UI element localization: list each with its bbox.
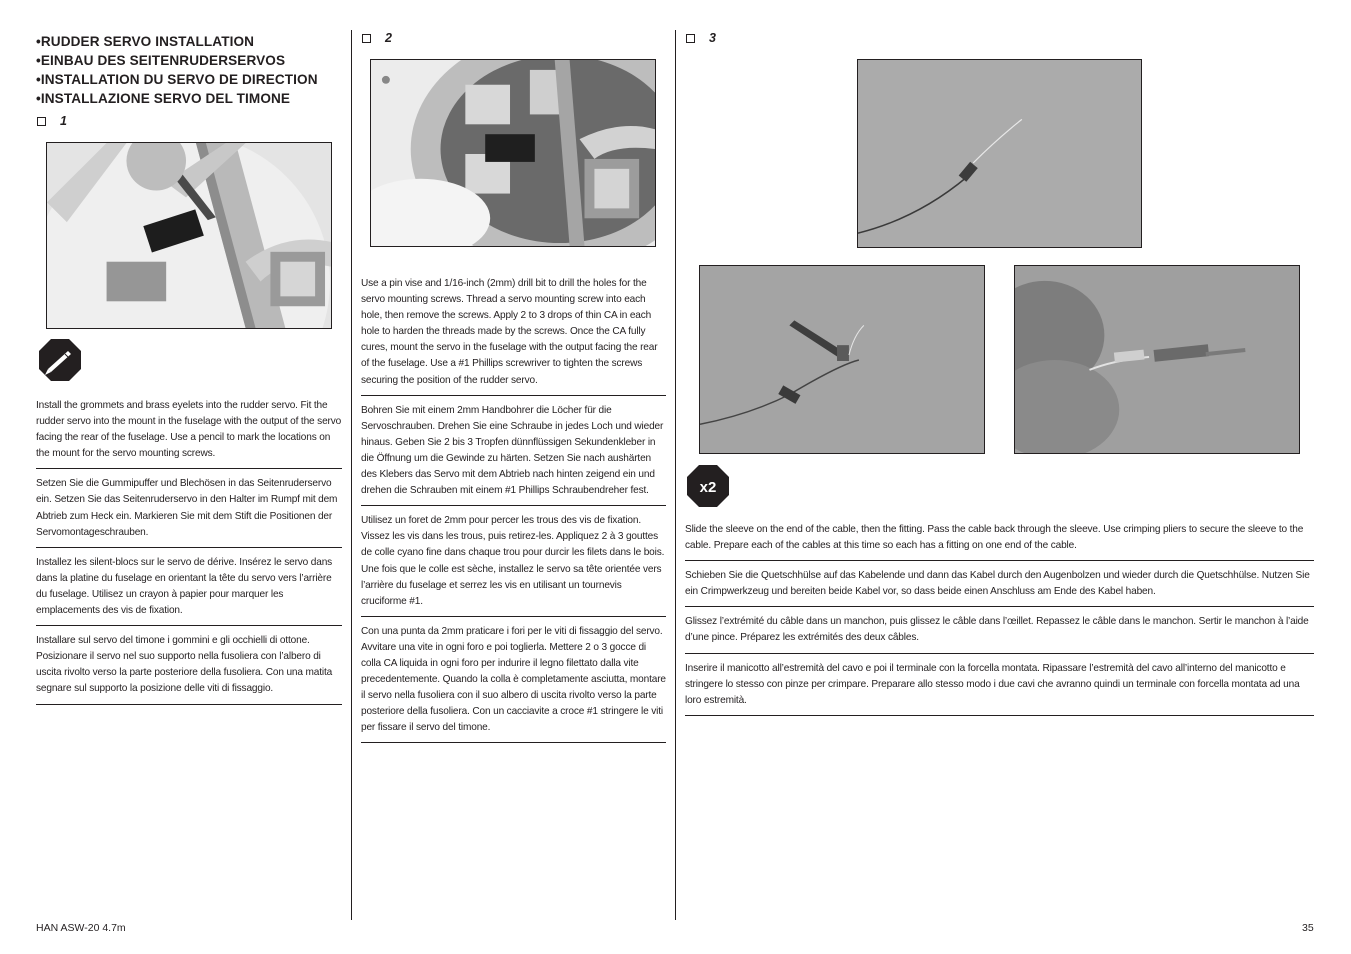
step-number: 2 [385, 31, 392, 45]
step-1-marker [37, 114, 67, 128]
heading-fr: •INSTALLATION DU SERVO DE DIRECTION [36, 72, 318, 87]
instructions-fr: Installez les silent-blocs sur le servo de dérive. Insérez le servo dans dans la platine du fuselage en orientant la tête du servo vers l’arrière du fuselage. Utilisez un crayon à papier pour marquer les emplacements des vis de fixation. [36, 555, 342, 626]
checkbox-icon[interactable] [37, 117, 46, 126]
column-divider-1 [351, 30, 352, 920]
instructions-en: Install the grommets and brass eyelets into the rudder servo. Fit the rudder servo into the mount in the fuselage with the output of the servo facing the rear of the fuselage. Use a pencil to mark the locations on the mount for the servo mounting screws. [36, 398, 342, 469]
column-divider-2 [675, 30, 676, 920]
checkbox-icon[interactable] [686, 34, 695, 43]
instructions-it: Installare sul servo del timone i gommini e gli occhielli di ottone. Posizionare il servo nel suo supporto nella fusoliera con l’albero di uscita rivolto verso la parte posteriore della fusoliera. Con una matita segnare sul supporto la posizione delle viti di fissaggio. [36, 633, 342, 704]
heading-en: •RUDDER SERVO INSTALLATION [36, 34, 255, 49]
instructions-en: Slide the sleeve on the end of the cable, then the fitting. Pass the cable back through the sleeve. Use crimping pliers to secure the sleeve to the cable. Prepare each of the cables at this time so each has a fitting on one end of the cable. [685, 522, 1314, 561]
photo-crimped-cable [1014, 265, 1300, 454]
instructions-fr: Utilisez un foret de 2mm pour percer les trous des vis de fixation. Vissez les vis dans les trous, puis retirez-les. Appliquez 2 à 3 gouttes de colle cyano fine dans chaque trou pour durcir les filets dans le bois. Une fois que le colle est sèche, installez le servo sa tête orientée vers l’arrière du fuselage et serrez les vis en utilisant un tournevis cruciforme #1. [361, 513, 666, 617]
instructions-fr: Glissez l’extrémité du câble dans un manchon, puis glissez le câble dans l’œillet. Repassez le câble dans le manchon. Sertir le manchon à l’aide d’une pince. Préparez les extrémités des deux câbles. [685, 614, 1314, 653]
x2-badge [686, 464, 730, 508]
step-3-marker [686, 31, 716, 45]
instructions-en: Use a pin vise and 1/16-inch (2mm) drill bit to drill the holes for the servo mounting screws. Thread a servo mounting screw into each hole, then remove the screws. Apply 2 to 3 drops of thin CA in each hole to harden the threads made by the screws. Once the CA fully cures, mount the servo in the fuselage with the output facing the rear of the fuselage. Use a #1 Phillips screwriver to tighten the screws securing the position of the rudder servo. [361, 276, 666, 396]
instructions-de: Schieben Sie die Quetschhülse auf das Kabelende und dann das Kabel durch den Augenbolzen und wieder durch die Quetschhülse. Nutzen Sie ein Crimpwerkzeug und bereiten beide Kabel vor, so dass beide einen Anschluss am Ende des Kabel haben. [685, 568, 1314, 607]
step-2-instructions [361, 276, 666, 750]
photo-servo-pencil [46, 142, 332, 329]
instructions-it: Con una punta da 2mm praticare i fori per le viti di fissaggio del servo. Avvitare una vite in ogni foro e poi toglierla. Mettere 2 o 3 gocce di colla CA liquida in ogni foro per indurire il legno filettato dalla vite precedentemente. Quando la colla è completamente asciutta, montare il servo nella fusoliera con il suo albero di uscita rivolto verso la parte posteriore della fusoliera. Con un cacciavite a croce #1 stringere le viti per fissare il servo del timone. [361, 624, 666, 744]
step-3-instructions [685, 522, 1314, 723]
x2-label: x2 [699, 479, 717, 496]
photo-cable-fitting [699, 265, 985, 454]
photo-servo-mounted [370, 59, 656, 247]
step-2-marker [362, 31, 392, 45]
manual-title: HAN ASW-20 4.7m [36, 922, 126, 934]
section-headings [36, 32, 318, 108]
step-number: 1 [60, 114, 67, 128]
page-number: 35 [1302, 922, 1314, 934]
instructions-de: Setzen Sie die Gummipuffer und Blechösen in das Seitenruderservo ein. Setzen Sie das Seitenruderservo in den Halter im Rumpf mit dem Abtrieb zum Heck ein. Markieren Sie mit dem Stift die Positionen der Servomontageschrauben. [36, 476, 342, 547]
heading-de: •EINBAU DES SEITENRUDERSERVOS [36, 53, 286, 68]
instructions-de: Bohren Sie mit einem 2mm Handbohrer die Löcher für die Servoschrauben. Drehen Sie eine Schraube in jedes Loch und wieder hinaus. Geben Sie 2 bis 3 Tropfen dünnflüssigen Sekundenkleber in die Öffnung um die Gewinde zu härten. Setzen Sie nach aushärten des Klebers das Servo mit dem Abtrieb nach hinten zeigend ein und drehen die Schrauben mit einem #1 Phillips Schraubendreher fest. [361, 403, 666, 507]
step-number: 3 [709, 31, 716, 45]
photo-cable-sleeve [857, 59, 1142, 248]
instructions-it: Inserire il manicotto all’estremità del cavo e poi il terminale con la forcella montata. Ripassare l’estremità del cavo all’interno del manicotto e stringere lo stesso con pinze per crimpare. Preparare allo stesso modo i due cavi che avranno quindi un terminale con forcella montata ad una loro estremità. [685, 661, 1314, 716]
pencil-icon [38, 338, 82, 382]
checkbox-icon[interactable] [362, 34, 371, 43]
step-1-instructions [36, 398, 342, 712]
heading-it: •INSTALLAZIONE SERVO DEL TIMONE [36, 91, 291, 106]
